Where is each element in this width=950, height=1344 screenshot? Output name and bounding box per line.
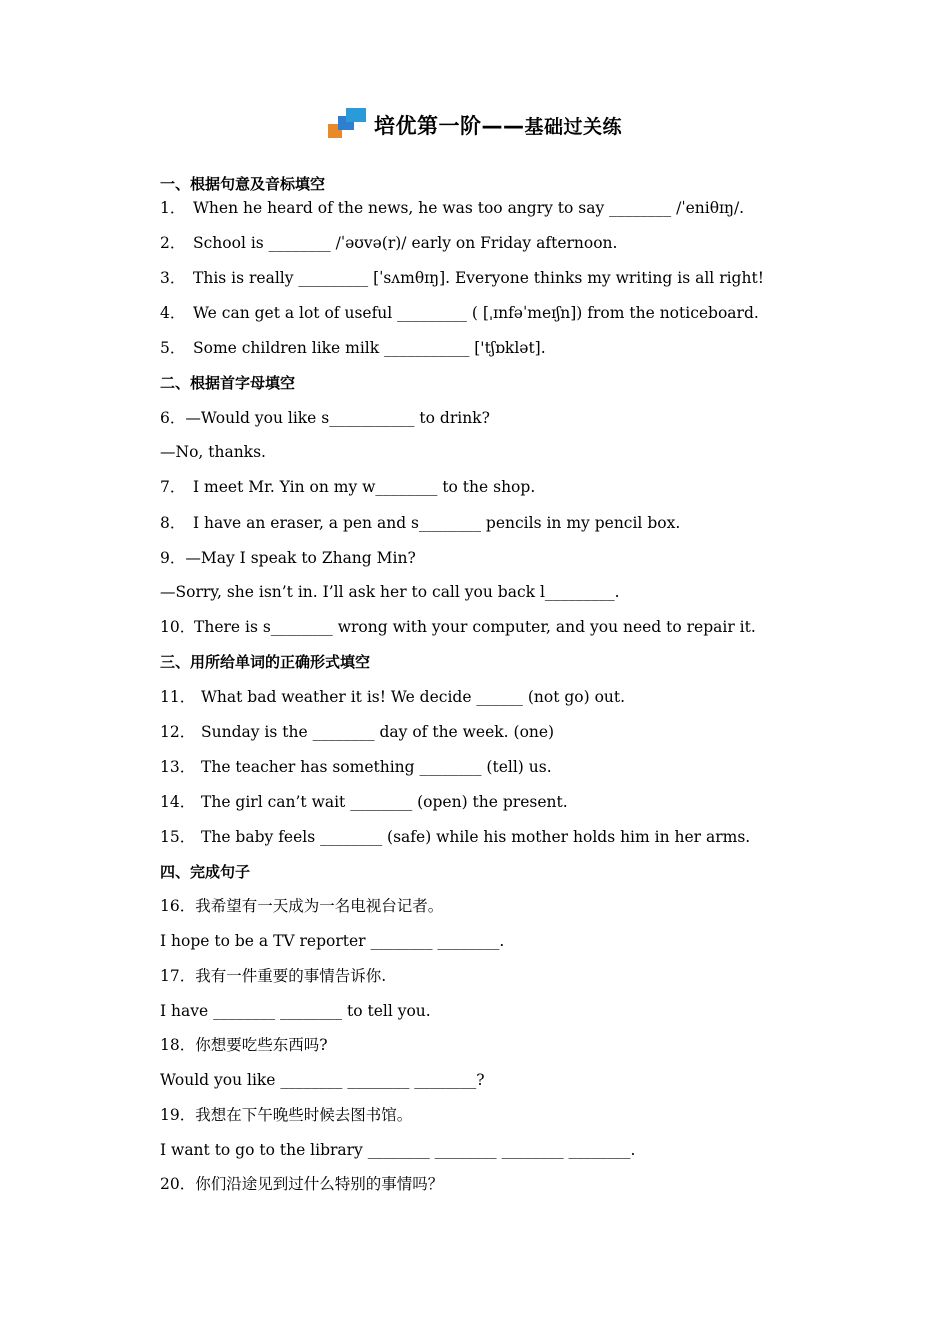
question-text: What bad weather it is! We decide ______ (not go) out. bbox=[201, 688, 626, 706]
question-18-answer: Would you like ________ ________ ________? bbox=[160, 1071, 485, 1089]
question-text: Sunday is the ________ day of the week. (one) bbox=[201, 723, 555, 741]
question-text: —May I speak to Zhang Min? bbox=[185, 549, 416, 567]
question-12 bbox=[160, 722, 554, 742]
question-number: 13． bbox=[160, 758, 196, 776]
question-16-answer: I hope to be a TV reporter ________ ________. bbox=[160, 932, 505, 950]
title-area bbox=[0, 108, 950, 144]
question-9-reply: —Sorry, she isn’t in. I’ll ask her to call you back l_________. bbox=[160, 583, 620, 601]
question-7 bbox=[160, 477, 535, 497]
section-heading-3: 三、用所给单词的正确形式填空 bbox=[160, 653, 371, 671]
question-18 bbox=[160, 1035, 328, 1055]
question-16 bbox=[160, 896, 443, 916]
page-title bbox=[328, 108, 622, 140]
question-number: 9． bbox=[160, 549, 186, 567]
question-text: 我想在下午晚些时候去图书馆。 bbox=[195, 1106, 413, 1124]
question-text: When he heard of the news, he was too angry to say ________ /ˈeniθɪŋ/. bbox=[193, 199, 745, 217]
question-19 bbox=[160, 1105, 412, 1125]
question-number: 5． bbox=[160, 339, 186, 357]
question-text: School is ________ /ˈəʊvə(r)/ early on Friday afternoon. bbox=[193, 234, 618, 252]
question-text: The teacher has something ________ (tell) us. bbox=[201, 758, 552, 776]
question-13 bbox=[160, 757, 552, 777]
question-9 bbox=[160, 548, 416, 568]
title-sub: 基础过关练 bbox=[524, 116, 622, 138]
section-heading-4: 四、完成句子 bbox=[160, 863, 251, 881]
question-number: 2． bbox=[160, 234, 186, 252]
question-14 bbox=[160, 792, 568, 812]
question-number: 4． bbox=[160, 304, 186, 322]
question-number: 18． bbox=[160, 1036, 196, 1054]
blocks-logo-icon bbox=[328, 108, 368, 140]
question-text: We can get a lot of useful _________ ( [ˌɪnfəˈmeɪʃn]) from the noticeboard. bbox=[193, 304, 759, 322]
question-text: I have an eraser, a pen and s________ pencils in my pencil box. bbox=[193, 514, 681, 532]
question-number: 8． bbox=[160, 514, 186, 532]
section-heading-2: 二、根据首字母填空 bbox=[160, 374, 296, 392]
question-text: 我希望有一天成为一名电视台记者。 bbox=[195, 897, 444, 915]
question-number: 3． bbox=[160, 269, 186, 287]
title-main: 培优第一阶 bbox=[373, 114, 482, 138]
question-text: There is s________ wrong with your computer, and you need to repair it. bbox=[194, 618, 756, 636]
question-text: 我有一件重要的事情告诉你. bbox=[195, 967, 387, 985]
question-number: 17． bbox=[160, 967, 196, 985]
question-number: 20． bbox=[160, 1175, 196, 1193]
question-number: 11． bbox=[160, 688, 196, 706]
question-text: Some children like milk ___________ ['tʃɒklət]. bbox=[193, 339, 546, 357]
question-6-reply: —No, thanks. bbox=[160, 443, 266, 461]
question-5 bbox=[160, 338, 546, 358]
question-17 bbox=[160, 966, 386, 986]
question-text: 你们沿途见到过什么特别的事情吗？ bbox=[195, 1175, 444, 1193]
question-number: 14． bbox=[160, 793, 196, 811]
question-text: The girl can’t wait ________ (open) the present. bbox=[201, 793, 568, 811]
question-number: 12． bbox=[160, 723, 196, 741]
question-number: 19． bbox=[160, 1106, 196, 1124]
question-text: This is really _________ [ˈsʌmθɪŋ]. Everyone thinks my writing is all right! bbox=[193, 269, 764, 287]
question-6 bbox=[160, 408, 490, 428]
question-8 bbox=[160, 513, 680, 533]
question-text: 你想要吃些东西吗? bbox=[195, 1036, 328, 1054]
question-4 bbox=[160, 303, 759, 323]
question-number: 1． bbox=[160, 199, 186, 217]
question-17-answer: I have ________ ________ to tell you. bbox=[160, 1002, 431, 1020]
question-1 bbox=[160, 198, 744, 218]
question-11 bbox=[160, 687, 625, 707]
question-number: 16． bbox=[160, 897, 196, 915]
question-19-answer: I want to go to the library ________ ________ ________ ________. bbox=[160, 1141, 636, 1159]
question-text: —Would you like s___________ to drink? bbox=[185, 409, 490, 427]
question-number: 6． bbox=[160, 409, 186, 427]
question-number: 15． bbox=[160, 828, 196, 846]
question-text: I meet Mr. Yin on my w________ to the shop. bbox=[193, 478, 536, 496]
question-number: 10． bbox=[160, 618, 196, 636]
question-15 bbox=[160, 827, 750, 847]
title-dash: —— bbox=[481, 114, 525, 138]
question-2 bbox=[160, 233, 617, 253]
question-20 bbox=[160, 1174, 443, 1194]
question-10 bbox=[160, 617, 756, 637]
question-number: 7． bbox=[160, 478, 186, 496]
section-heading-1: 一、根据句意及音标填空 bbox=[160, 175, 326, 193]
question-text: The baby feels ________ (safe) while his mother holds him in her arms. bbox=[201, 828, 751, 846]
question-3 bbox=[160, 268, 764, 288]
